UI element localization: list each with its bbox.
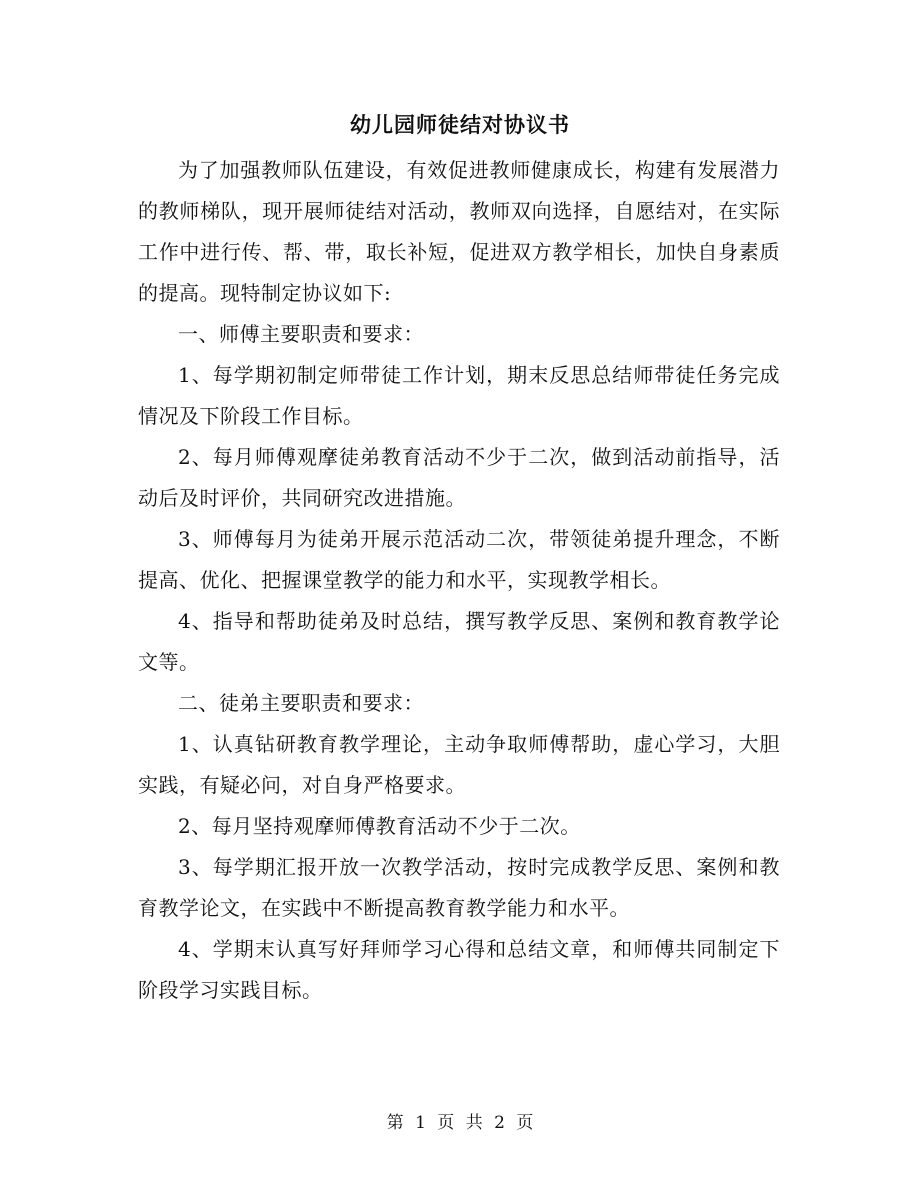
apprentice-item-3: 3、每学期汇报开放一次教学活动，按时完成教学反思、案例和教育教学论文，在实践中不断提高教育教学能力和水平。 <box>138 855 780 920</box>
section-heading-mentor: 一、师傅主要职责和要求： <box>178 322 424 346</box>
document-title: 幼儿园师徒结对协议书 <box>350 112 570 137</box>
mentor-item-4: 4、指导和帮助徒弟及时总结，撰写教学反思、案例和教育教学论文等。 <box>138 609 780 674</box>
page-number-footer: 第 1 页 共 2 页 <box>386 1113 534 1133</box>
apprentice-item-1: 1、认真钻研教育教学理论，主动争取师傅帮助，虚心学习，大胆实践，有疑必问，对自身严格要求。 <box>138 732 780 797</box>
apprentice-item-2: 2、每月坚持观摩师傅教育活动不少于二次。 <box>178 814 581 838</box>
mentor-item-1: 1、每学期初制定师带徒工作计划，期末反思总结师带徒任务完成情况及下阶段工作目标。 <box>138 363 780 428</box>
mentor-item-3: 3、师傅每月为徒弟开展示范活动二次，带领徒弟提升理念，不断提高、优化、把握课堂教学的能力和水平，实现教学相长。 <box>138 527 780 592</box>
mentor-item-2: 2、每月师傅观摩徒弟教育活动不少于二次，做到活动前指导，活动后及时评价，共同研究改进措施。 <box>138 445 780 510</box>
apprentice-item-4: 4、学期末认真写好拜师学习心得和总结文章，和师傅共同制定下阶段学习实践目标。 <box>138 937 780 1002</box>
section-heading-apprentice: 二、徒弟主要职责和要求： <box>178 691 424 715</box>
intro-paragraph: 为了加强教师队伍建设，有效促进教师健康成长，构建有发展潜力的教师梯队，现开展师徒结对活动，教师双向选择，自愿结对，在实际工作中进行传、帮、带，取长补短，促进双方教学相长，加快自身素质的提高。现特制定协议如下: <box>138 158 780 305</box>
document-body <box>138 150 780 1011</box>
